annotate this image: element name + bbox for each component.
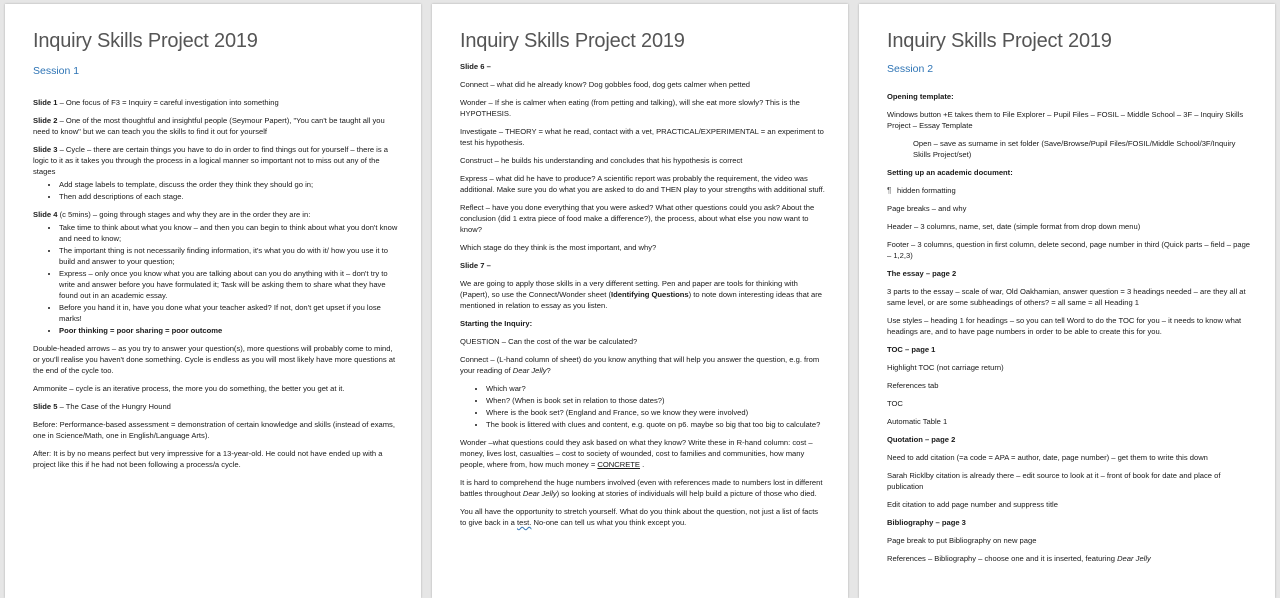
- toc-heading: [887, 344, 1253, 355]
- paragraph-slide-2: [33, 115, 399, 137]
- document-title: Inquiry Skills Project 2019: [33, 30, 258, 52]
- bold-text: Quotation – page 2: [887, 435, 956, 444]
- paragraph-auto-table: Automatic Table 1: [887, 417, 948, 426]
- paragraph-investigate: Investigate – THEORY = what he read, contact with a vet, PRACTICAL/EXPERIMENTAL = an experiment to test his hypothesis.: [460, 127, 824, 147]
- italic-text: Dear Jelly: [512, 366, 547, 375]
- list-item-bold: [59, 325, 399, 336]
- session-heading: Session 2: [887, 63, 934, 75]
- paragraph-question: QUESTION – Can the cost of the war be calculated?: [460, 337, 638, 346]
- paragraph-sarah: Sarah Ricklby citation is already there – edit source to look at it – front of book for date and place of publication: [887, 471, 1221, 491]
- slide-label: Slide 3: [33, 145, 58, 154]
- paragraph-slide-5: [33, 401, 399, 412]
- list-item: • Then add descriptions of each stage.: [59, 191, 399, 202]
- session-heading: Session 1: [33, 65, 80, 77]
- text-run: It is hard to comprehend the huge numbers involved (even with references made to numbers lost in different battles throughout: [460, 478, 823, 498]
- paragraph-wonder: Wonder – If she is calmer when eating (from petting and talking), will she eat more slowly? This is the HYPOTHESIS.: [460, 98, 800, 118]
- bold-text: Poor thinking = poor sharing = poor outcome: [59, 326, 223, 335]
- paragraph-express: Express – what did he have to produce? A scientific report was probably the requirement, the video was additional. Make sure you do what you are asked to do and THEN play to your strengths with additional stuff.: [460, 174, 825, 194]
- bold-text: TOC – page 1: [887, 345, 936, 354]
- paragraph-references-bib: [887, 553, 1253, 564]
- paragraph-arrows: Double-headed arrows – as you try to answer your question(s), more questions will probably come to mind, or you'll realise you haven't done something. Cycle is endless as you will most likely have more questions at the end of the cycle too.: [33, 344, 396, 375]
- slide-label: Slide 1: [33, 98, 58, 107]
- list-item: • Which war?: [486, 383, 826, 394]
- paragraph-footer: Footer – 3 columns, question in first column, delete second, page number in third (Quick parts – field – page – 1,2,3): [887, 240, 1251, 260]
- text-run: No-one can tell us what you think except you.: [531, 518, 687, 527]
- list-item: • Before you hand it in, have you done what your teacher asked? If not, don't get upset if you lose marks!: [59, 302, 399, 324]
- slide-6-heading: [460, 61, 826, 72]
- list-item: • The book is littered with clues and content, e.g. quote on p6. maybe so big that too big to calculate?: [486, 419, 826, 430]
- page-3: [859, 4, 1275, 598]
- paragraph-hard: [460, 477, 826, 499]
- bold-text: Bibliography – page 3: [887, 518, 966, 527]
- bibliography-heading: [887, 517, 1253, 528]
- text-run: We are going to apply those skills in a very different setting. Pen and paper are tools for thinking with (Papert), so use the Connect/Wonder sheet (: [460, 279, 798, 299]
- quotation-heading: [887, 434, 1253, 445]
- bold-text: Slide 7 –: [460, 261, 491, 270]
- list-item: • Take time to think about what you know – and then you can begin to think about what you don't know and need to know;: [59, 222, 399, 244]
- list-item: • The important thing is not necessarily finding information, it's what you do with it/ how you use it to build and answer to your question;: [59, 245, 399, 267]
- page-1: [5, 4, 421, 598]
- paragraph-ammonite: Ammonite – cycle is an iterative process, the more you do something, the better you get at it.: [33, 384, 345, 393]
- pilcrow-icon: ¶: [887, 186, 892, 195]
- slide-label: Slide 4: [33, 210, 58, 219]
- text-run: .: [640, 460, 645, 469]
- underlined-text: CONCRETE: [597, 460, 641, 469]
- spellcheck-underlined-text: test.: [517, 518, 532, 527]
- list-item: • Express – only once you know what you are talking about can you do anything with it – don't try to write and answer before you have formulated it; Task will be asking them to share what they have found out in an academic essay.: [59, 268, 399, 301]
- text-run: References – Bibliography – choose one and it is inserted, featuring: [887, 554, 1118, 563]
- starting-inquiry-heading: [460, 318, 826, 329]
- text-run: Wonder –what questions could they ask based on what they know? Write these in R-hand column: cost – money, lives lost, casualties – cost to society of wounded, cost to families and communities, how many people, where from, how much money =: [460, 438, 813, 469]
- bold-text: Slide 6 –: [460, 62, 491, 71]
- slide-text: – The Case of the Hungry Hound: [57, 402, 171, 411]
- question-bullet-list: [460, 383, 826, 430]
- text-run: ) so looking at stories of individuals will help build a picture of those who died.: [556, 489, 817, 498]
- paragraph-after: After: It is by no means perfect but very impressive for a 13-year-old. He could not have ended up with a project like this if he had not been following a process/a cycle.: [33, 449, 383, 469]
- paragraph-edit-citation: Edit citation to add page number and suppress title: [887, 500, 1058, 509]
- slide-label: Slide 5: [33, 402, 58, 411]
- paragraph-construct: Construct – he builds his understanding and concludes that his hypothesis is correct: [460, 156, 743, 165]
- paragraph-open: Open – save as surname in set folder (Save/Browse/Pupil Files/FOSIL/Middle School/3F/Inquiry Skills Project/set): [913, 139, 1236, 159]
- italic-text: Dear Jelly: [522, 489, 557, 498]
- paragraph-before: Before: Performance-based assessment = demonstration of certain knowledge and skills (instead of exams, one in Science/Math, one in English/Language Arts).: [33, 420, 395, 440]
- slide-text: (c 5mins) – going through stages and why they are in the order they are in:: [57, 210, 311, 219]
- document-title: Inquiry Skills Project 2019: [887, 30, 1112, 52]
- paragraph-styles: Use styles – heading 1 for headings – so you can tell Word to do the TOC for you – it needs to know what headings are, and to have page numbers in order to be able to create this for you.: [887, 316, 1242, 336]
- setting-up-heading: [887, 167, 1253, 178]
- text-run: hidden formatting: [897, 186, 956, 195]
- paragraph-highlight: Highlight TOC (not carriage return): [887, 363, 1004, 372]
- paragraph-parts: 3 parts to the essay – scale of war, Old Oakhamian, answer question = 3 headings needed – are they all at same level, or are some subheadings of others? = all same = all Heading 1: [887, 287, 1246, 307]
- slide-text: – Cycle – there are certain things you have to do in order to find things out for yourself – there is a logic to it as it takes you through the process in a logical manner so important not to miss out any of the stages: [33, 145, 388, 176]
- bold-text: The essay – page 2: [887, 269, 957, 278]
- list-item: • Where is the book set? (England and France, so we know they were involved): [486, 407, 826, 418]
- paragraph-slide-4: [33, 209, 399, 220]
- text-run: ) to note down interesting ideas that are mentioned in relation to essay as you listen.: [460, 290, 823, 310]
- text-run: ?: [546, 366, 551, 375]
- slide-label: Slide 2: [33, 116, 58, 125]
- document-title: Inquiry Skills Project 2019: [460, 30, 685, 52]
- text-run: Connect – (L-hand column of sheet) do you know anything that will help you answer the question, e.g. from your reading of: [460, 355, 820, 375]
- paragraph-page-breaks: Page breaks – and why: [887, 204, 967, 213]
- italic-text: Dear Jelly: [1117, 554, 1151, 563]
- paragraph-connect: Connect – what did he already know? Dog gobbles food, dog gets calmer when petted: [460, 80, 751, 89]
- essay-heading: [887, 268, 1253, 279]
- list-item: • When? (When is book set in relation to those dates?): [486, 395, 826, 406]
- bold-text: Identifying Questions: [610, 290, 689, 299]
- paragraph-reflect: Reflect – have you done everything that you were asked? What other questions could you ask? About the conclusion (did 1 extra piece of food make a difference?), the process, about what else you now want to know?: [460, 203, 815, 234]
- paragraph-stretch: [460, 506, 826, 528]
- slide-3-bullet-list: [33, 179, 399, 202]
- slide-text: – One focus of F3 = Inquiry = careful investigation into something: [57, 98, 279, 107]
- bold-text: Setting up an academic document:: [887, 168, 1013, 177]
- bold-text: Starting the Inquiry:: [460, 319, 533, 328]
- paragraph-windows: Windows button +E takes them to File Explorer – Pupil Files – FOSIL – Middle School – 3F – Inquiry Skills Project – Essay Template: [887, 110, 1244, 130]
- paragraph-which-stage: Which stage do they think is the most important, and why?: [460, 243, 657, 252]
- paragraph-slide-3: [33, 144, 399, 177]
- slide-text: – One of the most thoughtful and insightful people (Seymour Papert), "You can't be taught all you need to know" but we can teach you the skills to find it out for yourself: [33, 116, 385, 136]
- paragraph-header: Header – 3 columns, name, set, date (simple format from drop down menu): [887, 222, 1141, 231]
- slide-7-heading: [460, 260, 826, 271]
- paragraph-wonder-2: [460, 437, 826, 470]
- paragraph-page-break-bib: Page break to put Bibliography on new page: [887, 536, 1037, 545]
- paragraph-toc: TOC: [887, 399, 903, 408]
- paragraph-citation: Need to add citation (=a code = APA = author, date, page number) – get them to write this down: [887, 453, 1208, 462]
- bold-text: Opening template:: [887, 92, 954, 101]
- text-run: You all have the opportunity to stretch yourself. What do you think about the question, not just a list of facts to give back in a: [460, 507, 819, 527]
- paragraph-slide-1: [33, 97, 399, 108]
- page-2: [432, 4, 848, 598]
- paragraph-connect-2: [460, 354, 826, 376]
- list-item: • Add stage labels to template, discuss the order they think they should go in;: [59, 179, 399, 190]
- slide-4-bullet-list: [33, 222, 399, 336]
- paragraph-references-tab: References tab: [887, 381, 939, 390]
- paragraph-hidden-formatting: [887, 185, 1253, 196]
- paragraph-apply: [460, 278, 826, 311]
- opening-template-heading: [887, 91, 1253, 102]
